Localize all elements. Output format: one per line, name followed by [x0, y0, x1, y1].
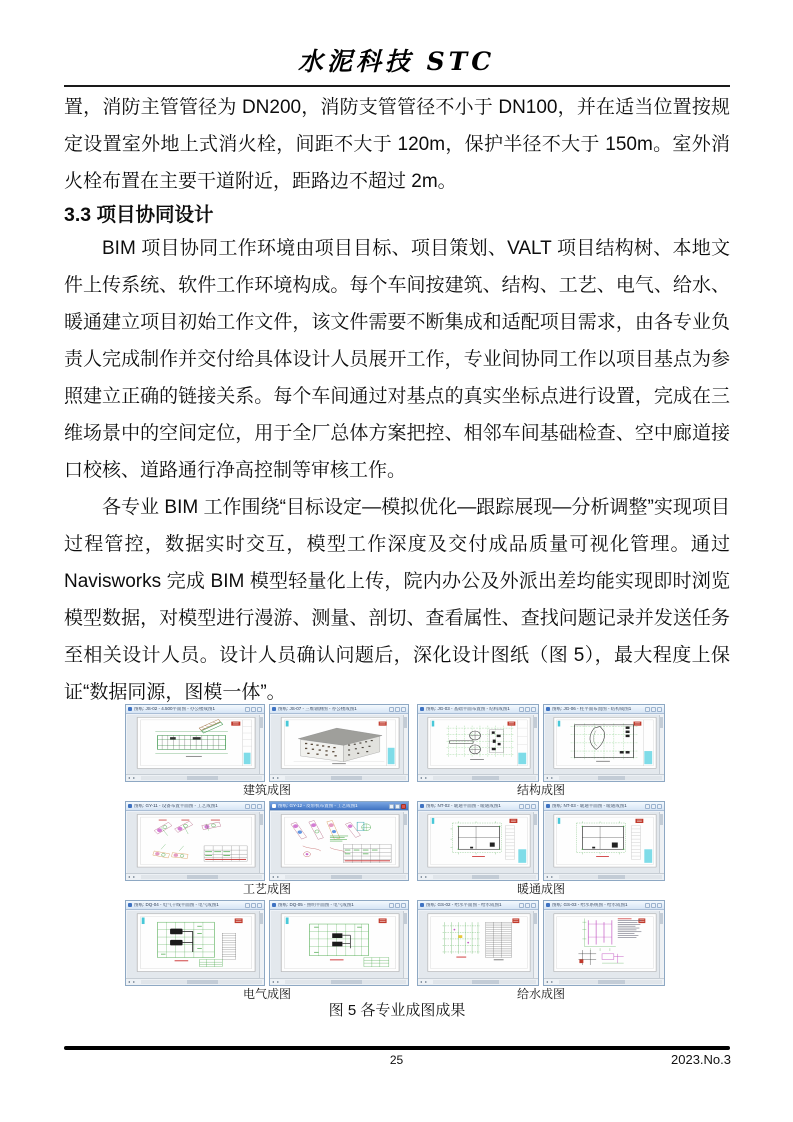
- section-heading: 3.3 项目协同设计: [64, 204, 214, 226]
- header-rule: [64, 85, 730, 87]
- group-label-hvac: 暖通成图: [516, 882, 565, 896]
- minimize-icon[interactable]: [645, 804, 650, 809]
- issue-number: 2023.No.3: [671, 1052, 731, 1067]
- group-label-architecture: 建筑成图: [242, 783, 291, 797]
- maximize-icon[interactable]: [395, 903, 400, 908]
- horizontal-scrollbar[interactable]: [285, 980, 406, 984]
- vertical-scrollbar[interactable]: [533, 715, 537, 774]
- revit-sheet-icon: [420, 903, 424, 907]
- water-supply-plan-drawing: [419, 911, 537, 978]
- drawing-canvas[interactable]: [127, 911, 263, 978]
- vertical-scrollbar[interactable]: [659, 812, 663, 873]
- close-icon[interactable]: [657, 804, 662, 809]
- view-nav-arrows[interactable]: ◂ ▸: [420, 775, 429, 780]
- window-title: 图纸: GS-03 - 给水系统图 - 给水成图1: [552, 902, 628, 907]
- maximize-icon[interactable]: [651, 804, 656, 809]
- minimize-icon[interactable]: [389, 804, 394, 809]
- vertical-scrollbar[interactable]: [533, 911, 537, 978]
- article-body: [64, 89, 730, 711]
- minimize-icon[interactable]: [519, 707, 524, 712]
- revit-sheet-icon: [272, 707, 276, 711]
- window-titlebar[interactable]: [126, 802, 264, 811]
- maximize-icon[interactable]: [251, 707, 256, 712]
- view-nav-arrows[interactable]: ◂ ▸: [272, 979, 281, 984]
- window-titlebar[interactable]: [418, 802, 538, 811]
- cad-file-icon: [272, 804, 276, 808]
- group-electrical: [125, 900, 409, 1004]
- close-icon[interactable]: [257, 903, 262, 908]
- drawing-canvas[interactable]: [127, 715, 263, 774]
- cad-window-process-1[interactable]: [125, 801, 265, 881]
- vertical-scrollbar[interactable]: [659, 715, 663, 774]
- minimize-icon[interactable]: [245, 707, 250, 712]
- drawing-canvas[interactable]: [545, 715, 663, 774]
- drawing-canvas[interactable]: [419, 715, 537, 774]
- close-icon[interactable]: [257, 804, 262, 809]
- group-architecture: [125, 704, 409, 800]
- revit-sheet-icon: [420, 707, 424, 711]
- minimize-icon[interactable]: [389, 903, 394, 908]
- cad-file-icon: [128, 804, 132, 808]
- vertical-scrollbar[interactable]: [533, 812, 537, 873]
- drawing-canvas[interactable]: [271, 911, 407, 978]
- figure-row-3: [125, 900, 665, 1004]
- cad-window-arch-plan[interactable]: [125, 704, 265, 782]
- journal-title: 水泥科技 STC: [297, 47, 496, 76]
- revit-sheet-icon: [546, 903, 550, 907]
- window-titlebar[interactable]: [270, 705, 408, 714]
- figure-row-1: [125, 704, 665, 800]
- cad-window-electrical-2[interactable]: [269, 900, 409, 986]
- horizontal-scrollbar[interactable]: [141, 980, 262, 984]
- architecture-3d-view-drawing: [271, 715, 407, 774]
- architecture-plan-drawing: [127, 715, 263, 774]
- view-nav-arrows[interactable]: ◂ ▸: [420, 874, 429, 879]
- view-nav-arrows[interactable]: ◂ ▸: [272, 874, 281, 879]
- window-title: 图纸: DQ-04 - 电气干线平面图 - 电气成图1: [134, 902, 219, 907]
- window-title: 图纸: JS-07 - 三维轴测图 - 办公楼成图1: [278, 706, 357, 711]
- revit-sheet-icon: [546, 707, 550, 711]
- electrical-lighting-plan-drawing: [271, 911, 407, 978]
- window-title: 图纸: GY-11 - 设备布置平面图 - 工艺成图1: [134, 803, 218, 808]
- cad-window-arch-3d[interactable]: [269, 704, 409, 782]
- close-icon[interactable]: [401, 707, 406, 712]
- close-icon[interactable]: [401, 903, 406, 908]
- close-icon[interactable]: [531, 804, 536, 809]
- revit-sheet-icon: [546, 804, 550, 808]
- vertical-scrollbar[interactable]: [259, 715, 263, 774]
- drawing-canvas[interactable]: [545, 911, 663, 978]
- cad-window-struct-2[interactable]: [543, 704, 665, 782]
- maximize-icon[interactable]: [395, 804, 400, 809]
- vertical-scrollbar[interactable]: [659, 911, 663, 978]
- view-nav-arrows[interactable]: ◂ ▸: [546, 775, 555, 780]
- window-title: 图纸: JG-03 - 基础平面布置图 - 结构成图1: [426, 706, 510, 711]
- group-plumbing: [417, 900, 665, 1004]
- minimize-icon[interactable]: [519, 804, 524, 809]
- cad-window-plumbing-1[interactable]: [417, 900, 539, 986]
- figure-caption: 图 5 各专业成图成果: [328, 1002, 466, 1019]
- window-title: 图纸: GY-12 - 皮带机布置图 - 工艺成图1: [278, 803, 358, 808]
- group-hvac: [417, 801, 665, 899]
- page-number: 25: [389, 1053, 404, 1067]
- group-label-plumbing: 给水成图: [516, 987, 565, 1001]
- window-titlebar[interactable]: [270, 901, 408, 910]
- view-nav-arrows[interactable]: ◂ ▸: [420, 979, 429, 984]
- window-titlebar[interactable]: [544, 802, 664, 811]
- view-nav-arrows[interactable]: ◂ ▸: [128, 979, 137, 984]
- vertical-scrollbar[interactable]: [403, 715, 407, 774]
- close-icon[interactable]: [657, 707, 662, 712]
- structure-column-plan-drawing: [545, 715, 663, 774]
- horizontal-scrollbar[interactable]: [433, 776, 536, 780]
- water-system-diagram-drawing: [545, 911, 663, 978]
- maximize-icon[interactable]: [251, 903, 256, 908]
- minimize-icon[interactable]: [645, 903, 650, 908]
- maximize-icon[interactable]: [395, 707, 400, 712]
- cad-window-electrical-1[interactable]: [125, 900, 265, 986]
- minimize-icon[interactable]: [245, 804, 250, 809]
- maximize-icon[interactable]: [251, 804, 256, 809]
- window-titlebar[interactable]: [126, 901, 264, 910]
- maximize-icon[interactable]: [651, 707, 656, 712]
- close-icon[interactable]: [401, 804, 406, 809]
- vertical-scrollbar[interactable]: [403, 812, 407, 873]
- horizontal-scrollbar[interactable]: [285, 875, 406, 879]
- window-titlebar[interactable]: [126, 705, 264, 714]
- revit-sheet-icon: [272, 903, 276, 907]
- cad-window-hvac-1[interactable]: [417, 801, 539, 881]
- maximize-icon[interactable]: [525, 903, 530, 908]
- drawing-canvas[interactable]: [419, 812, 537, 873]
- electrical-trunk-plan-drawing: [127, 911, 263, 978]
- horizontal-scrollbar[interactable]: [141, 776, 262, 780]
- view-nav-arrows[interactable]: ◂ ▸: [272, 775, 281, 780]
- drawing-canvas[interactable]: [419, 911, 537, 978]
- revit-sheet-icon: [128, 707, 132, 711]
- paragraph-1: BIM 项目协同工作环境由项目目标、项目策划、VALT 项目结构树、本地文件上传系统、软件工作环境构成。每个车间按建筑、结构、工艺、电气、给水、暖通建立项目初始工作文件，该文件需要不断集成和适配项目需求，由各专业负责人完成制作并交付给具体设计人员展开工作，专业间协同工作以项目基点为参照建立正确的链接关系。每个车间通过对基点的真实坐标点进行设置，完成在三维场景中的空间定位，用于全厂总体方案把控、相邻车间基础检查、空中廊道接口校核、道路通行净高控制等审核工作。: [64, 238, 730, 481]
- close-icon[interactable]: [531, 903, 536, 908]
- horizontal-scrollbar[interactable]: [141, 875, 262, 879]
- group-label-process: 工艺成图: [242, 882, 291, 896]
- minimize-icon[interactable]: [245, 903, 250, 908]
- hvac-plan-drawing-2: [545, 812, 663, 873]
- cad-window-process-2[interactable]: [269, 801, 409, 881]
- horizontal-scrollbar[interactable]: [285, 776, 406, 780]
- window-title: 图纸: NT-02 - 暖通平面图 - 暖通成图1: [426, 803, 501, 808]
- window-title: 图纸: JG-06 - 柱平面布置图 - 结构成图1: [552, 706, 632, 711]
- drawing-canvas[interactable]: [271, 715, 407, 774]
- view-nav-arrows[interactable]: ◂ ▸: [128, 874, 137, 879]
- window-titlebar[interactable]: [418, 705, 538, 714]
- close-icon[interactable]: [531, 707, 536, 712]
- maximize-icon[interactable]: [525, 707, 530, 712]
- drawing-canvas[interactable]: [127, 812, 263, 873]
- view-nav-arrows[interactable]: ◂ ▸: [546, 979, 555, 984]
- window-title: 图纸: DQ-05 - 照明平面图 - 电气成图1: [278, 902, 354, 907]
- window-title: 图纸: NT-03 - 暖通平面图 - 暖通成图1: [552, 803, 627, 808]
- view-nav-arrows[interactable]: ◂ ▸: [546, 874, 555, 879]
- maximize-icon[interactable]: [651, 903, 656, 908]
- horizontal-scrollbar[interactable]: [433, 875, 536, 879]
- revit-sheet-icon: [128, 903, 132, 907]
- minimize-icon[interactable]: [645, 707, 650, 712]
- window-titlebar[interactable]: [544, 901, 664, 910]
- paragraph-continuation: 置，消防主管管径为 DN200，消防支管管径不小于 DN100，并在适当位置按规定设置室外地上式消火栓，间距不大于 120m，保护半径不大于 150m。室外消火栓布置在主要干道附近，距路边不超过 2m。: [64, 97, 730, 192]
- window-titlebar[interactable]: [270, 802, 408, 811]
- maximize-icon[interactable]: [525, 804, 530, 809]
- drawing-canvas[interactable]: [271, 812, 407, 873]
- figure-row-2: [125, 801, 665, 899]
- revit-sheet-icon: [420, 804, 424, 808]
- cad-window-hvac-2[interactable]: [543, 801, 665, 881]
- footer-rule: [64, 1046, 730, 1050]
- cad-window-struct-1[interactable]: [417, 704, 539, 782]
- window-titlebar[interactable]: [544, 705, 664, 714]
- group-structure: [417, 704, 665, 800]
- vertical-scrollbar[interactable]: [403, 911, 407, 978]
- process-equipment-drawing: [127, 812, 263, 873]
- group-label-electrical: 电气成图: [242, 987, 291, 1001]
- window-titlebar[interactable]: [418, 901, 538, 910]
- group-label-structure: 结构成图: [516, 783, 565, 797]
- horizontal-scrollbar[interactable]: [559, 776, 662, 780]
- hvac-plan-drawing: [419, 812, 537, 873]
- horizontal-scrollbar[interactable]: [559, 980, 662, 984]
- figure-5: [125, 704, 665, 1005]
- group-process: [125, 801, 409, 899]
- horizontal-scrollbar[interactable]: [559, 875, 662, 879]
- vertical-scrollbar[interactable]: [259, 812, 263, 873]
- window-title: 图纸: JS-02 - 4.500平面图 - 办公楼成图1: [134, 706, 216, 711]
- cad-window-plumbing-2[interactable]: [543, 900, 665, 986]
- paragraph-2: 各专业 BIM 工作围绕“目标设定—模拟优化—跟踪展现—分析调整”实现项目过程管控，数据实时交互，模型工作深度及交付成品质量可视化管理。通过 Navisworks 完成 BIM 模型轻量化上传，院内办公及外派出差均能实现即时浏览模型数据，对模型进行漫游、测量、剖切、查看属性、查找问题记录并发送任务至相关设计人员。设计人员确认问题后，深化设计图纸（图 5），最大程度上保证“数据同源，图模一体”。: [64, 497, 730, 703]
- minimize-icon[interactable]: [519, 903, 524, 908]
- window-title: 图纸: GS-02 - 给水平面图 - 给水成图1: [426, 902, 502, 907]
- structure-foundation-plan-drawing: [419, 715, 537, 774]
- view-nav-arrows[interactable]: ◂ ▸: [128, 775, 137, 780]
- vertical-scrollbar[interactable]: [259, 911, 263, 978]
- minimize-icon[interactable]: [389, 707, 394, 712]
- horizontal-scrollbar[interactable]: [433, 980, 536, 984]
- drawing-canvas[interactable]: [545, 812, 663, 873]
- close-icon[interactable]: [657, 903, 662, 908]
- close-icon[interactable]: [257, 707, 262, 712]
- process-belt-layout-drawing: [271, 812, 407, 873]
